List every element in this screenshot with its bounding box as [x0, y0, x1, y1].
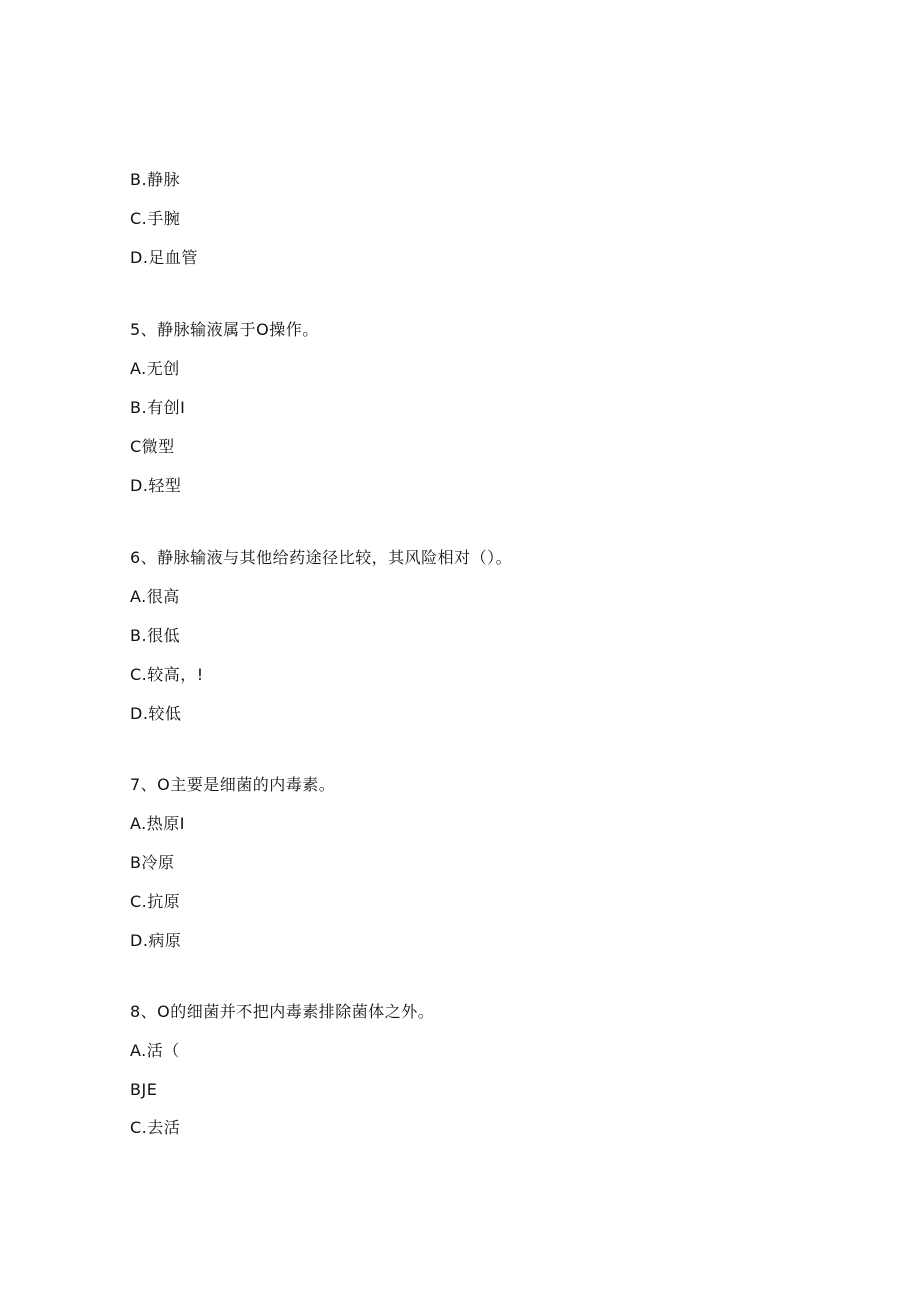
question-8: 8、O的细菌并不把内毒素排除菌体之外。 — [130, 1002, 435, 1021]
question-7: 7、O主要是细菌的内毒素。 — [130, 775, 336, 794]
option-b-q4: B.静脉 — [130, 170, 181, 189]
option-d-q5: D.轻型 — [130, 476, 182, 495]
option-d-q4: D.足血管 — [130, 248, 198, 267]
option-b-q6: B.很低 — [130, 626, 181, 645]
question-5: 5、静脉输液属于O操作。 — [130, 320, 319, 339]
option-c-q5: C微型 — [130, 437, 175, 456]
option-c-q7: C.抗原 — [130, 892, 181, 911]
option-c-q6: C.较高，! — [130, 665, 204, 684]
option-a-q7: A.热原I — [130, 814, 185, 833]
option-a-q6: A.很高 — [130, 587, 180, 606]
option-a-q8: A.活（ — [130, 1041, 180, 1060]
option-d-q6: D.较低 — [130, 704, 182, 723]
option-b-q5: B.有创I — [130, 398, 186, 417]
option-c-q8: C.去活 — [130, 1118, 181, 1137]
question-6: 6、静脉输液与其他给药途径比较，其风险相对（）。 — [130, 548, 513, 567]
option-d-q7: D.病原 — [130, 931, 182, 950]
option-b-q7: B冷原 — [130, 853, 175, 872]
option-b-q8: BJE — [130, 1080, 158, 1099]
option-c-q4: C.手腕 — [130, 209, 181, 228]
option-a-q5: A.无创 — [130, 359, 180, 378]
